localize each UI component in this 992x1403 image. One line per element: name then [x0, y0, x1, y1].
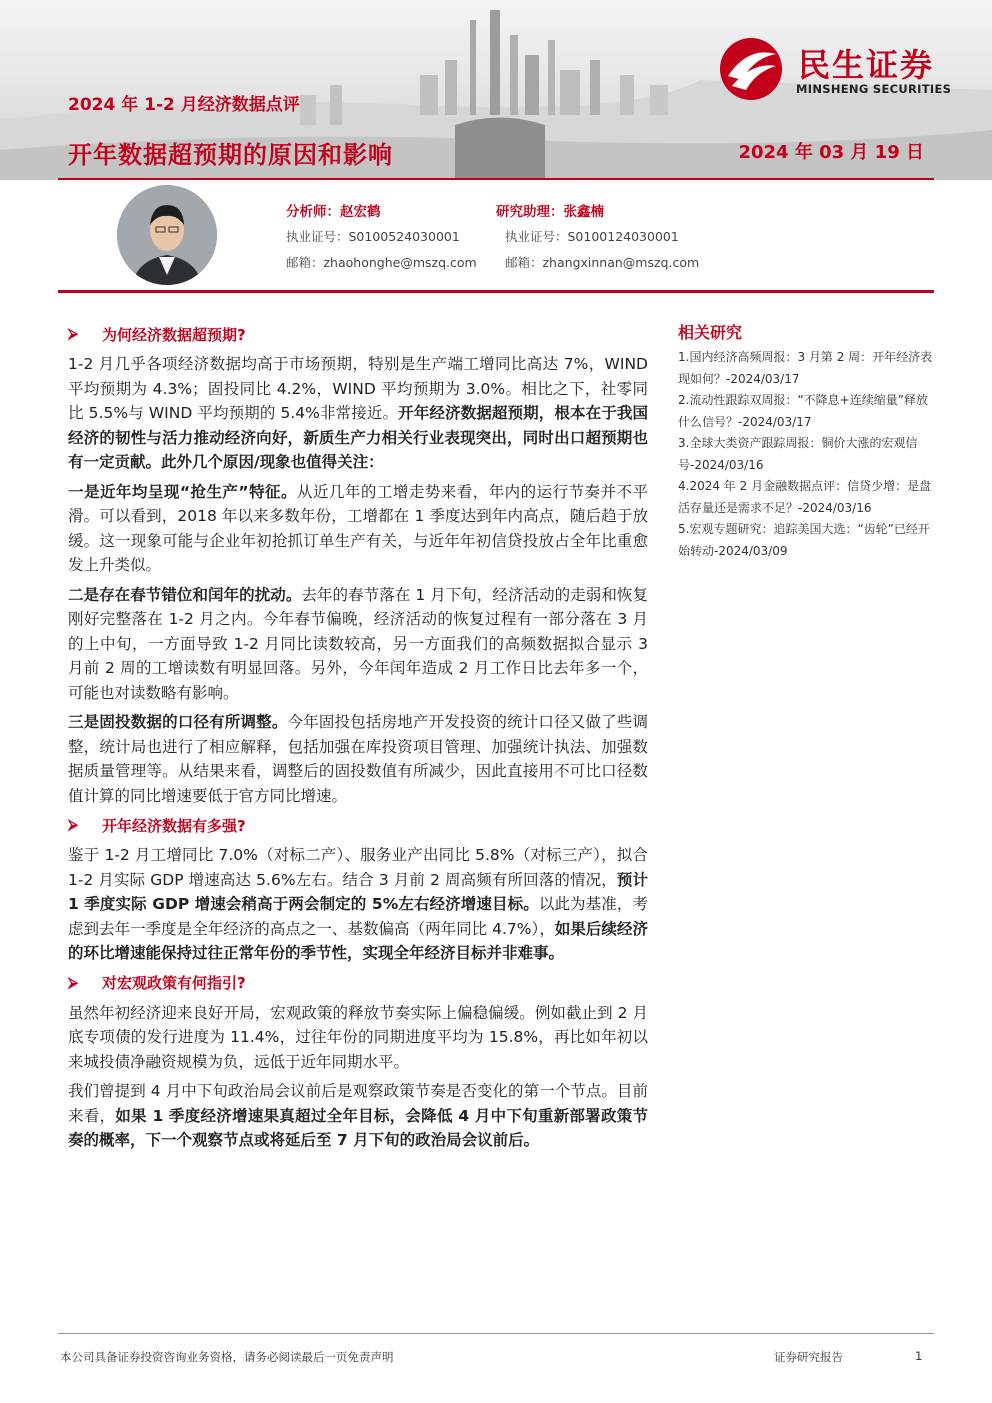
logo-text-cn: 民生证券	[798, 46, 935, 84]
report-subtitle: 2024 年 1-2 月经济数据点评	[68, 95, 300, 115]
analyst-2-name: 研究助理：张鑫楠	[496, 204, 604, 220]
related-research-item[interactable]: 5.宏观专题研究：追踪美国大选：“齿轮”已经开始转动-2024/03/09	[678, 522, 930, 558]
paragraph-bold-text: 开年经济数据超预期，根本在于我国经济的韧性与活力推动经济向好，新质生产力相关行业表现突出，同时出口超预期也有一定贡献。此外几个原因/现象也值得关注：	[68, 404, 648, 471]
paragraph-text: 我们曾提到 4 月中下旬政治局会议前后是观察政策节奏是否变化的第一个节点。目前来看，	[68, 1082, 648, 1125]
footer-disclaimer: 本公司具备证券投资咨询业务资格，请务必阅读最后一页免责声明	[60, 1350, 394, 1364]
section-heading-text: 对宏观政策有何指引?	[102, 974, 246, 992]
paragraph	[68, 1079, 648, 1153]
page-number: 1	[915, 1349, 923, 1363]
related-research-item[interactable]: 4.2024 年 2 月金融数据点评：信贷少增：是盘活存量还是需求不足？-2024/03/16	[678, 479, 932, 515]
report-header	[0, 0, 992, 180]
analyst-1-cert: 执业证号：S0100524030001	[286, 229, 460, 244]
related-research-item[interactable]: 1.国内经济高频周报：3 月第 2 周：开年经济表现如何？-2024/03/17	[678, 350, 933, 386]
arrow-icon: ⮚	[68, 974, 78, 991]
analyst-1-card	[286, 200, 477, 271]
paragraph-text: 鉴于 1-2 月工增同比 7.0%（对标二产）、服务业产出同比 5.8%（对标三产），拟合 1-2 月实际 GDP 增速高达 5.6%左右。结合 3 月前 2 周高频有所回落的情况，	[68, 846, 648, 889]
paragraph-bold-text: 预计 1 季度实际 GDP 增速会稍高于两会制定的 5%左右经济增速目标。	[68, 870, 648, 913]
report-date: 2024 年 03 月 19 日	[738, 142, 924, 163]
analyst-divider	[58, 290, 934, 293]
section-heading	[68, 971, 648, 995]
paragraph-text: 今年固投包括房地产开发投资的统计口径又做了些调整，统计局也进行了相应解释，包括加强在库投资项目管理、加强统计执法、加强数据质量管理等。从结果来看，调整后的固投数值有所减少，因此直接用不可比口径数值计算的同比增速要低于官方同比增速。	[68, 713, 648, 805]
paragraph	[68, 352, 648, 475]
related-research-item[interactable]: 3.全球大类资产跟踪周报：铜价大涨的宏观信号-2024/03/16	[678, 436, 918, 472]
paragraph-bold-text: 二是存在春节错位和闰年的扰动。	[68, 585, 302, 604]
analyst-2-email[interactable]: 邮箱：zhangxinnan@mszq.com	[505, 255, 700, 270]
footer-divider	[58, 1333, 934, 1334]
related-research-item[interactable]: 2.流动性跟踪双周报：“不降息+连续缩量”释放什么信号？-2024/03/17	[678, 393, 928, 429]
minsheng-logo-icon	[718, 36, 784, 102]
section-heading-text: 为何经济数据超预期?	[102, 325, 246, 344]
paragraph-bold-text: 如果 1 季度经济增速果真超过全年目标，会降低 4 月中下旬重新部署政策节奏的概率，下一个观察节点或将延后至 7 月下旬的政治局会议前后。	[68, 1106, 648, 1149]
analyst-1-email[interactable]: 邮箱：zhaohonghe@mszq.com	[286, 255, 477, 270]
analyst-2-card	[496, 200, 699, 271]
paragraph-text: 去年的春节落在 1 月下旬，经济活动的走弱和恢复刚好完整落在 1-2 月之内。今年春节偏晚，经济活动的恢复过程有一部分落在 3 月的上中旬，一方面导致 1-2 月同比读数较高，另一方面我们的高频数据拟合显示 3 月前 2 周的工增读数有明显回落。另外，今年闰年造成 2 月工作日比去年多一个，可能也对读数略有影响。	[68, 585, 648, 702]
section-heading	[68, 813, 648, 837]
paragraph	[68, 583, 648, 706]
arrow-icon: ⮚	[68, 326, 78, 342]
section-heading-text: 开年经济数据有多强?	[102, 816, 246, 835]
paragraph-bold-text: 三是固投数据的口径有所调整。	[68, 713, 288, 731]
paragraph-bold-text: 一是近年均呈现“抢生产”特征。	[68, 482, 297, 501]
paragraph	[68, 480, 648, 578]
analyst-2-cert: 执业证号：S0100124030001	[505, 229, 679, 244]
analyst-avatar	[117, 185, 217, 285]
arrow-icon: ⮚	[68, 817, 78, 833]
main-content	[68, 322, 648, 1158]
logo-text-en: MINSHENG SECURITIES	[796, 82, 952, 96]
footer-report-type: 证券研究报告	[774, 1350, 843, 1364]
paragraph-text: 虽然年初经济迎来良好开局，宏观政策的释放节奏实际上偏稳偏缓。例如截止到 2 月底专项债的发行进度为 11.4%，过往年份的同期进度平均为 15.8%，再比如年初以来城投债净融资规模为负，远低于近年同期水平。	[68, 1003, 648, 1071]
paragraph	[68, 843, 648, 966]
paragraph	[68, 710, 648, 808]
report-title: 开年数据超预期的原因和影响	[68, 141, 393, 169]
section-heading	[68, 322, 648, 346]
paragraph-text: 1-2 月几乎各项经济数据均高于市场预期，特别是生产端工增同比高达 7%，WIND 平均预期为 4.3%；固投同比 4.2%，WIND 平均预期为 3.0%。相比之下，社零同比 5.5%与 WIND 平均预期的 5.4%非常接近。	[68, 355, 648, 422]
paragraph-text: 以此为基准，考虑到去年一季度是全年经济的高点之一、基数偏高（两年同比 4.7%），	[68, 895, 648, 938]
paragraph-bold-text: 如果后续经济的环比增速能保持过往正常年份的季节性，实现全年经济目标并非难事。	[68, 919, 648, 962]
paragraph	[68, 1001, 648, 1075]
header-divider	[58, 178, 934, 180]
related-research-panel	[678, 320, 934, 562]
analyst-1-name: 分析师：赵宏鹤	[286, 204, 381, 220]
minsheng-logo	[718, 36, 968, 102]
related-research-title: 相关研究	[678, 323, 743, 342]
analyst-portrait-image	[117, 185, 217, 285]
paragraph-text: 从近几年的工增走势来看，年内的运行节奏并不平滑。可以看到，2018 年以来多数年份，工增都在 1 季度达到年内高点，随后趋于放缓。这一现象可能与企业年初抢抓订单生产有关，与近年年初信贷投放占全年比重愈发上升类似。	[68, 482, 648, 574]
